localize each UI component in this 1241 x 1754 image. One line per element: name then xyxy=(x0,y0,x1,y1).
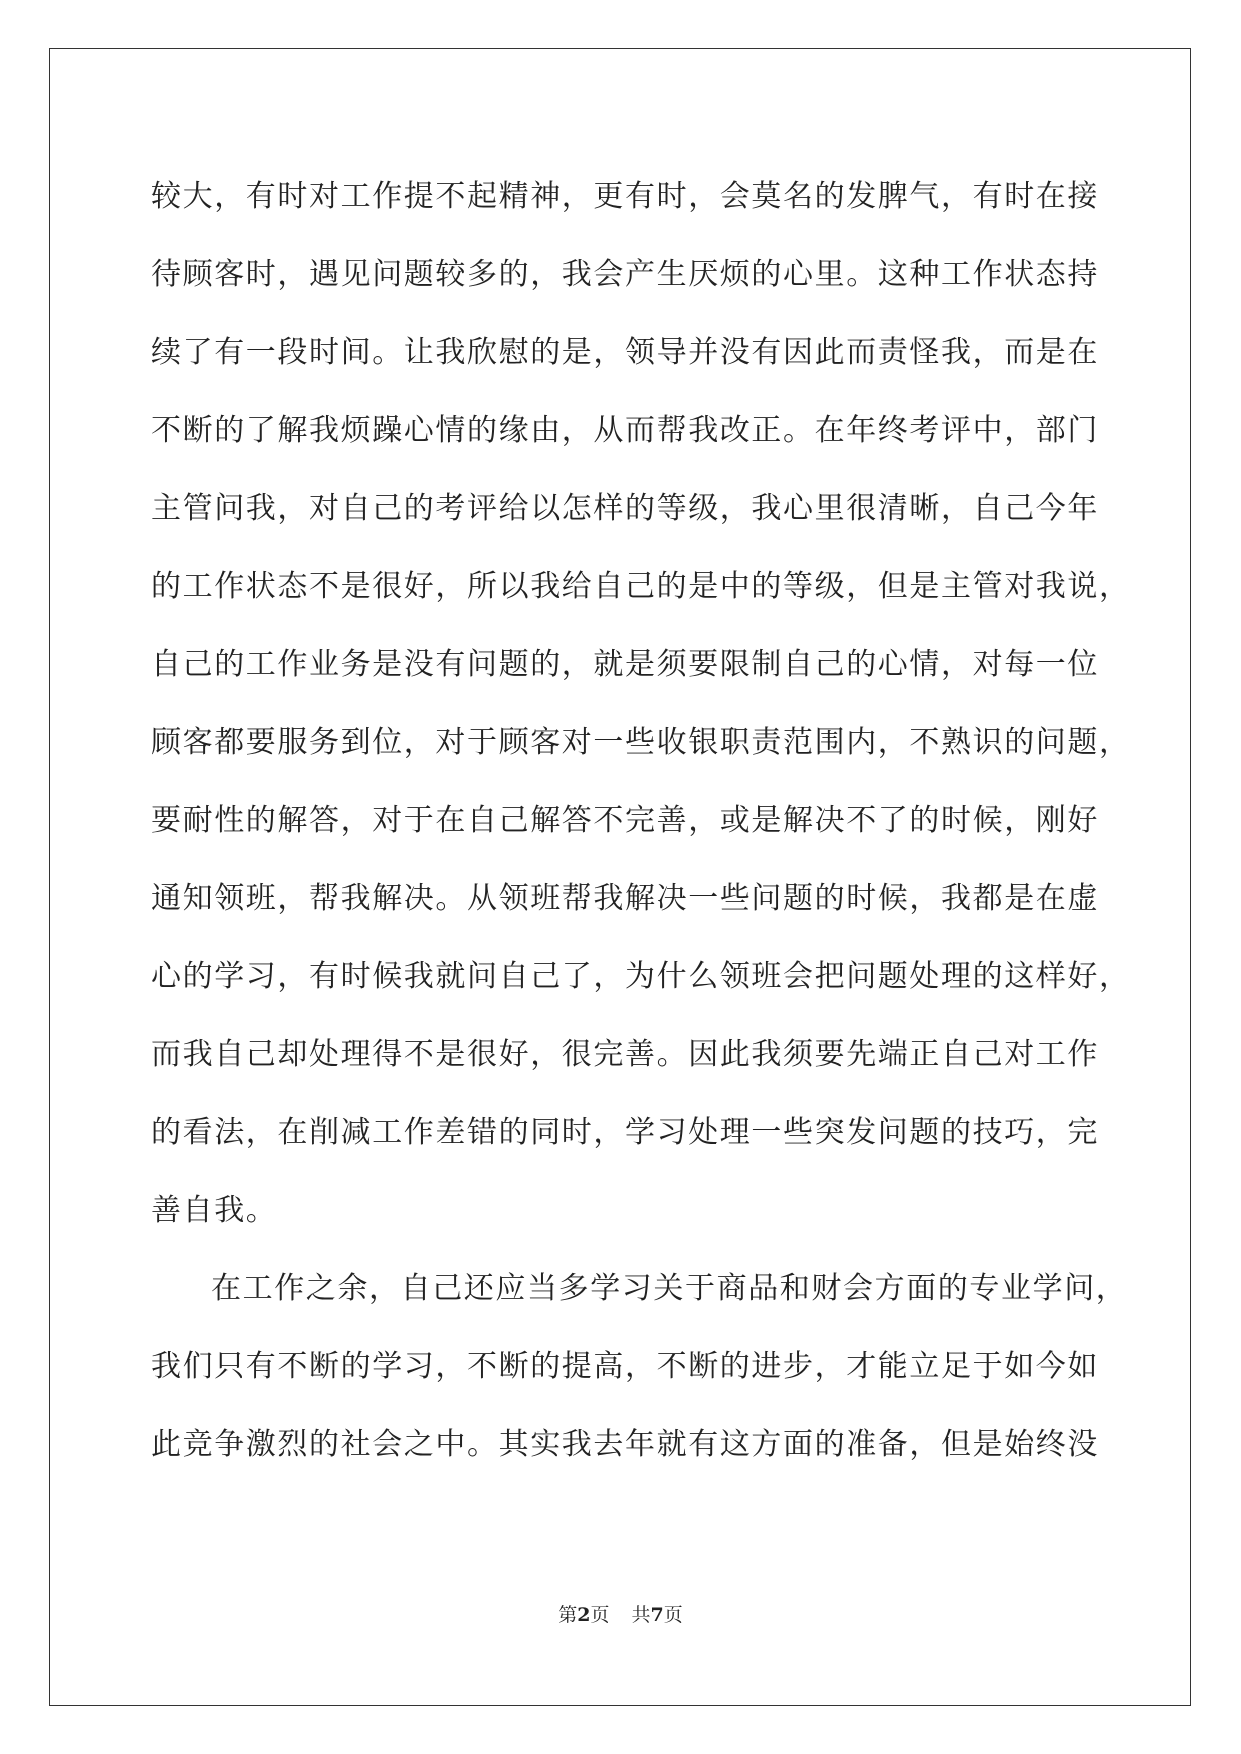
document-body xyxy=(151,158,1131,1484)
total-suffix: 页 xyxy=(663,1604,683,1626)
page-footer xyxy=(0,1600,1241,1627)
text-line: 的看法，在削减工作差错的同时，学习处理一些突发问题的技巧，完 xyxy=(151,1115,1099,1150)
text-line: 不断的了解我烦躁心情的缘由，从而帮我改正。在年终考评中，部门 xyxy=(151,413,1099,448)
text-line: 的工作状态不是很好，所以我给自己的是中的等级，但是主管对我说， xyxy=(151,569,1131,604)
text-line: 善自我。 xyxy=(151,1193,278,1228)
paragraph-first-line: 在工作之余，自己还应当多学习关于商品和财会方面的专业学问， xyxy=(211,1271,1128,1306)
text-line: 较大，有时对工作提不起精神，更有时，会莫名的发脾气，有时在接 xyxy=(151,179,1099,214)
page-number: 2 xyxy=(577,1604,591,1626)
text-line: 我们只有不断的学习，不断的提高，不断的进步，才能立足于如今如 xyxy=(151,1349,1099,1384)
text-line: 主管问我，对自己的考评给以怎样的等级，我心里很清晰，自己今年 xyxy=(151,491,1099,526)
text-line: 而我自己却处理得不是很好，很完善。因此我须要先端正自己对工作 xyxy=(151,1037,1099,1072)
text-line: 自己的工作业务是没有问题的，就是须要限制自己的心情，对每一位 xyxy=(151,647,1099,682)
text-line: 顾客都要服务到位，对于顾客对一些收银职责范围内，不熟识的问题， xyxy=(151,725,1131,760)
text-line: 待顾客时，遇见问题较多的，我会产生厌烦的心里。这种工作状态持 xyxy=(151,257,1099,292)
text-line: 心的学习，有时候我就问自己了，为什么领班会把问题处理的这样好， xyxy=(151,959,1131,994)
text-line: 通知领班，帮我解决。从领班帮我解决一些问题的时候，我都是在虚 xyxy=(151,881,1099,916)
total-pages: 7 xyxy=(650,1604,664,1626)
text-line: 此竞争激烈的社会之中。其实我去年就有这方面的准备，但是始终没 xyxy=(151,1427,1099,1462)
page-suffix: 页 xyxy=(590,1604,610,1626)
text-line: 续了有一段时间。让我欣慰的是，领导并没有因此而责怪我，而是在 xyxy=(151,335,1099,370)
text-line: 要耐性的解答，对于在自己解答不完善，或是解决不了的时候，刚好 xyxy=(151,803,1099,838)
total-prefix: 共 xyxy=(631,1604,651,1626)
page-prefix: 第 xyxy=(558,1604,578,1626)
